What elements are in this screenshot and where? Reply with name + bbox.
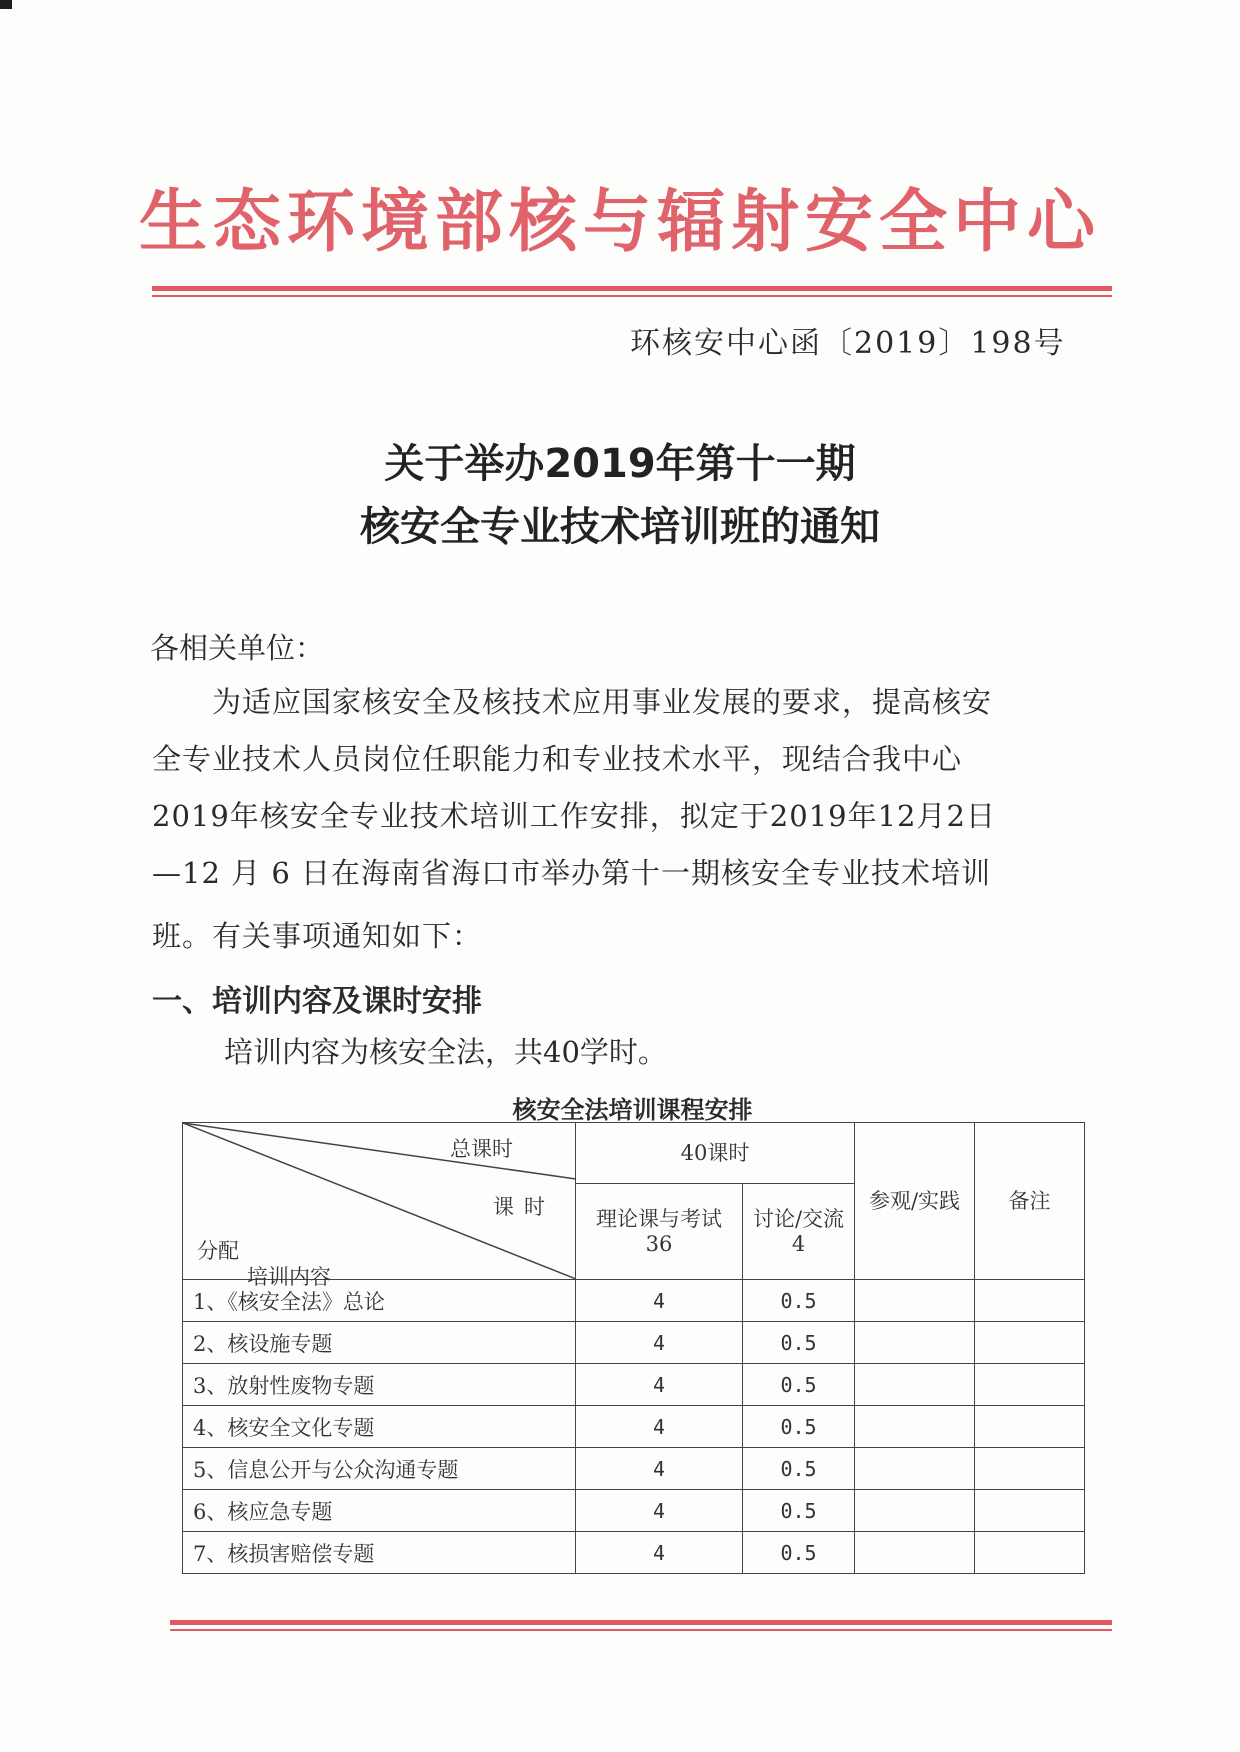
letterhead-org-name: 生态环境部核与辐射安全中心 [138, 183, 1101, 262]
row-visit-cell [855, 1280, 975, 1322]
row-discuss-hours: 0.5 [743, 1406, 855, 1448]
document-number: 环核安中心函〔2019〕198号 [630, 326, 1066, 361]
footer-rule-thick [170, 1620, 1112, 1625]
diag-allocation-label: 分配 [197, 1239, 239, 1263]
row-visit-cell [855, 1364, 975, 1406]
notice-title-line2: 核安全专业技术培训班的通知 [360, 504, 880, 550]
row-topic: 4、核安全文化专题 [183, 1406, 576, 1448]
row-topic: 2、核设施专题 [183, 1322, 576, 1364]
col-discuss-value: 4 [791, 1231, 806, 1256]
row-remark-cell [975, 1280, 1085, 1322]
row-theory-hours: 4 [576, 1364, 743, 1406]
row-remark-cell [975, 1364, 1085, 1406]
row-theory-hours: 4 [576, 1532, 743, 1574]
diagonal-header-cell [183, 1123, 576, 1289]
row-topic: 7、核损害赔偿专题 [183, 1532, 576, 1574]
col-theory-value: 36 [645, 1231, 673, 1256]
paragraph-line-1: 为适应国家核安全及核技术应用事业发展的要求，提高核安 [212, 685, 993, 719]
row-topic: 3、放射性废物专题 [183, 1364, 576, 1406]
row-visit-cell [855, 1406, 975, 1448]
col-remark-header: 备注 [975, 1123, 1085, 1280]
paragraph-line-4: —12 月 6 日在海南省海口市举办第十一期核安全专业技术培训 [152, 856, 992, 890]
col-discuss-label: 讨论/交流 [752, 1207, 845, 1232]
paragraph-line-5: 班。有关事项通知如下： [152, 919, 483, 953]
col-theory-label: 理论课与考试 [596, 1207, 722, 1232]
row-theory-hours: 4 [576, 1490, 743, 1532]
salutation: 各相关单位： [150, 631, 325, 665]
section-heading-1: 一、培训内容及课时安排 [152, 984, 482, 1019]
notice-title-line1: 关于举办2019年第十一期 [384, 441, 856, 487]
table-row [183, 1406, 1085, 1448]
row-discuss-hours: 0.5 [743, 1490, 855, 1532]
row-discuss-hours: 0.5 [743, 1448, 855, 1490]
table-row [183, 1490, 1085, 1532]
paragraph-line-2: 全专业技术人员岗位任职能力和专业技术水平，现结合我中心 [152, 742, 963, 776]
row-remark-cell [975, 1322, 1085, 1364]
row-theory-hours: 4 [576, 1280, 743, 1322]
diag-total-hours-label: 总课时 [450, 1137, 513, 1161]
row-discuss-hours: 0.5 [743, 1280, 855, 1322]
table-row [183, 1322, 1085, 1364]
row-visit-cell [855, 1532, 975, 1574]
row-remark-cell [975, 1406, 1085, 1448]
row-discuss-hours: 0.5 [743, 1532, 855, 1574]
paragraph-line-3: 2019年核安全专业技术培训工作安排，拟定于2019年12月2日 [152, 799, 996, 833]
row-visit-cell [855, 1448, 975, 1490]
letterhead-rule-thick [152, 286, 1112, 291]
row-theory-hours: 4 [576, 1406, 743, 1448]
row-visit-cell [855, 1490, 975, 1532]
row-topic: 6、核应急专题 [183, 1490, 576, 1532]
row-remark-cell [975, 1532, 1085, 1574]
letterhead-rule-thin [152, 295, 1112, 297]
training-content-line: 培训内容为核安全法，共40学时。 [224, 1035, 667, 1069]
table-row [183, 1364, 1085, 1406]
row-theory-hours: 4 [576, 1448, 743, 1490]
row-remark-cell [975, 1490, 1085, 1532]
row-remark-cell [975, 1448, 1085, 1490]
row-visit-cell [855, 1322, 975, 1364]
row-topic: 5、信息公开与公众沟通专题 [183, 1448, 576, 1490]
row-theory-hours: 4 [576, 1322, 743, 1364]
col-discuss-header [743, 1184, 855, 1280]
scan-corner-mark [0, 0, 12, 9]
total-hours-cell: 40课时 [576, 1123, 855, 1184]
diag-content-label: 培训内容 [247, 1265, 331, 1289]
course-schedule-table [182, 1122, 1085, 1574]
table-row [183, 1532, 1085, 1574]
footer-rule-thin [170, 1629, 1112, 1631]
table-caption: 核安全法培训课程安排 [512, 1096, 753, 1124]
col-visit-header: 参观/实践 [855, 1123, 975, 1280]
row-discuss-hours: 0.5 [743, 1322, 855, 1364]
row-discuss-hours: 0.5 [743, 1364, 855, 1406]
row-topic: 1、《核安全法》总论 [183, 1280, 576, 1322]
col-theory-header [576, 1184, 743, 1280]
diag-hours-label: 课时 [493, 1195, 555, 1219]
table-row [183, 1448, 1085, 1490]
